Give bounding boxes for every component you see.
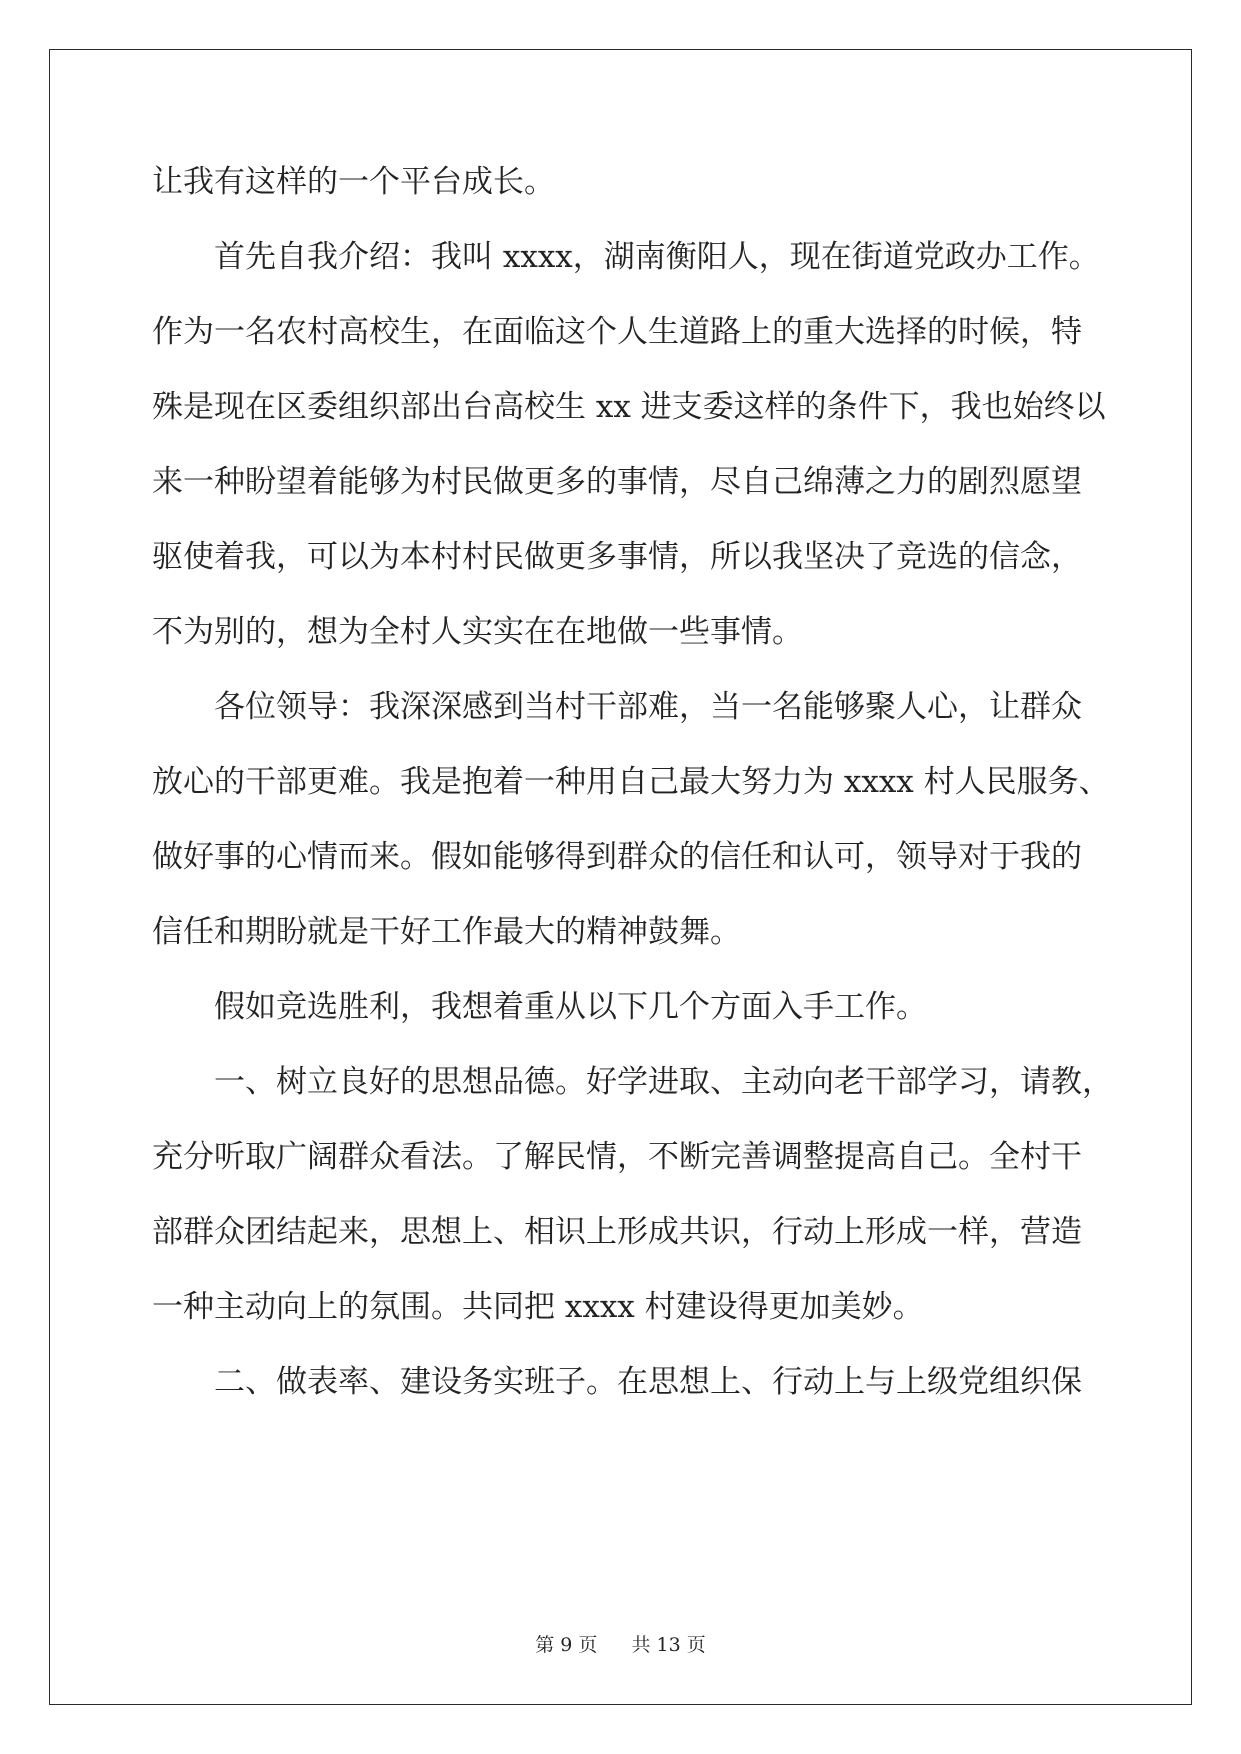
- paragraph-start-line: 一、树立良好的思想品德。好学进取、主动向老干部学习，请教，: [214, 1064, 1113, 1100]
- text-line: 不为别的，想为全村人实实在在地做一些事情。: [152, 614, 803, 650]
- page-footer: [0, 1630, 1241, 1657]
- paragraph-start-line: 假如竞选胜利，我想着重从以下几个方面入手工作。: [214, 989, 927, 1025]
- text-line: 放心的干部更难。我是抱着一种用自己最大努力为 xxxx 村人民服务、: [152, 764, 1110, 800]
- page-total: 共 13 页: [631, 1634, 706, 1656]
- paragraph-start-line: 二、做表率、建设务实班子。在思想上、行动上与上级党组织保: [214, 1364, 1082, 1400]
- text-line: 殊是现在区委组织部出台高校生 xx 进支委这样的条件下，我也始终以: [152, 389, 1106, 425]
- text-line: 作为一名农村高校生，在面临这个人生道路上的重大选择的时候，特: [152, 314, 1082, 350]
- text-line: 让我有这样的一个平台成长。: [152, 164, 555, 200]
- text-line: 一种主动向上的氛围。共同把 xxxx 村建设得更加美妙。: [152, 1289, 924, 1325]
- text-line: 充分听取广阔群众看法。了解民情，不断完善调整提高自己。全村干: [152, 1139, 1082, 1175]
- text-line: 驱使着我，可以为本村村民做更多事情，所以我坚决了竞选的信念，: [152, 539, 1082, 575]
- paragraph-start-line: 首先自我介绍：我叫 xxxx，湖南衡阳人，现在街道党政办工作。: [214, 239, 1100, 275]
- text-line: 做好事的心情而来。假如能够得到群众的信任和认可，领导对于我的: [152, 839, 1082, 875]
- text-line: 信任和期盼就是干好工作最大的精神鼓舞。: [152, 914, 741, 950]
- page-number: 第 9 页: [535, 1634, 598, 1656]
- text-line: 部群众团结起来，思想上、相识上形成共识，行动上形成一样，营造: [152, 1214, 1082, 1250]
- page-border: [49, 49, 1192, 1705]
- text-line: 来一种盼望着能够为村民做更多的事情，尽自己绵薄之力的剧烈愿望: [152, 464, 1082, 500]
- paragraph-start-line: 各位领导：我深深感到当村干部难，当一名能够聚人心，让群众: [214, 689, 1082, 725]
